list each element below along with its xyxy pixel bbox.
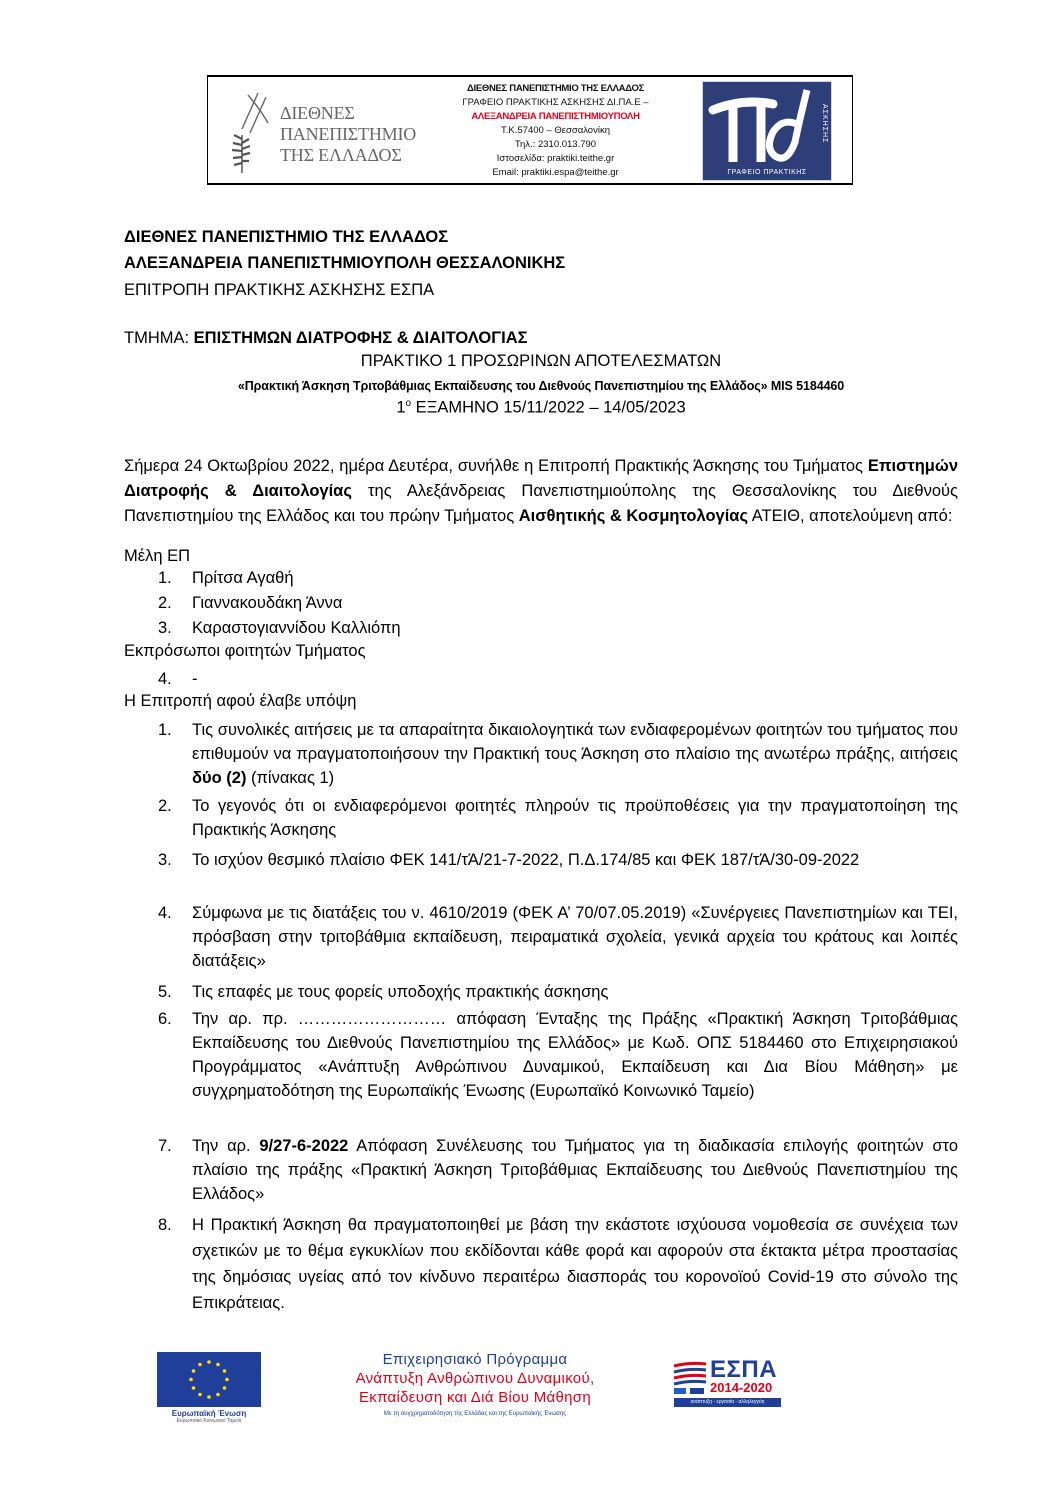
logo-bottom-text: ΓΡΑΦΕΙΟ ΠΡΑΚΤΙΚΗΣ (727, 169, 807, 176)
logo-line: ΔΙΕΘΝΕΣ (280, 103, 355, 123)
list-number: 3. (158, 851, 172, 869)
eu-caption-subtitle: Ευρωπαϊκό Κοινωνικό Ταμείο (176, 1418, 242, 1424)
consideration-text: Τις συνολικές αιτήσεις με τα απαραίτητα δικαιολογητικά των ενδιαφερομένων φοιτητών του τμήματος που επιθυμούν να πραγματοποιήσουν την Πρακτική τους Άσκηση στο πλαίσιο της ανωτέρω πράξης, αιτήσεις (192, 721, 958, 763)
contact-postal: Τ.Κ.57400 – Θεσσαλονίκη (501, 125, 610, 136)
operational-programme-logo (290, 1350, 660, 1417)
list-number: 2. (158, 594, 172, 612)
contact-email: Email: praktiki.espa@teithe.gr (492, 167, 619, 178)
contact-block (433, 82, 678, 180)
students-heading: Εκπρόσωποι φοιτητών Τμήματος (124, 642, 366, 660)
list-number: 8. (158, 1216, 172, 1234)
consideration-text: (πίνακας 1) (246, 769, 335, 787)
letterhead (207, 75, 853, 185)
logo-line: ΤΗΣ ΕΛΛΑΔΟΣ (280, 145, 402, 165)
program-title: «Πρακτική Άσκηση Τριτοβάθμιας Εκπαίδευσης του Διεθνούς Πανεπιστημίου της Ελλάδος» MIS 5184460 (237, 379, 845, 393)
campus-name: ΑΛΕΞΑΝΔΡΕΙΑ ΠΑΝΕΠΙΣΤΗΜΙΟΥΠΟΛΗ ΘΕΣΣΑΛΟΝΙΚΗΣ (124, 254, 566, 272)
espa-word: ΕΣΠΑ (710, 1356, 778, 1383)
intro-department: Επιστημών Διατροφής & Διαιτολογίας (124, 457, 958, 500)
member-name: Γιαννακουδάκη Άννα (192, 594, 343, 612)
department-label: ΤΜΗΜΑ: (124, 329, 194, 347)
member-name: Πρίτσα Αγαθή (192, 569, 294, 587)
student-item (158, 667, 958, 691)
consideration-text: Το γεγονός ότι οι ενδιαφερόμενοι φοιτητές πληρούν τις προϋποθέσεις για την πραγματοποίηση της Πρακτικής Άσκησης (192, 797, 958, 839)
intro-text: Σήμερα 24 Οκτωβρίου 2022, ημέρα Δευτέρα, συνήλθε η Επιτροπή Πρακτικής Άσκησης του Τμήματος (124, 457, 868, 475)
espa-years: 2014-2020 (710, 1380, 773, 1395)
document-title: ΠΡΑΚΤΙΚΟ 1 ΠΡΟΣΩΡΙΝΩΝ ΑΠΟΤΕΛΕΣΜΑΤΩΝ (360, 352, 722, 370)
eu-caption-title: Ευρωπαϊκή Ένωση (171, 1409, 247, 1418)
consideration-text: Την αρ. πρ. ……………………… απόφαση Ένταξης της Πράξης «Πρακτική Άσκηση Τριτοβάθμιας Εκπαίδευσης του Διεθνούς Πανεπιστημίου της Ελλάδος» με Κωδ. ΟΠΣ 5184460 στο Επιχειρησιακού Προγράμματος «Ανάπτυξη Ανθρώπινου Δυναμικού, Εκπαίδευση και Δια Βίου Μάθηση» με συγχρηματοδότηση της Ευρωπαϊκής Ένωσης (Ευρωπαϊκό Κοινωνικό Ταμείο) (192, 1010, 958, 1100)
consideration-text: Το ισχύον θεσμικό πλαίσιο ΦΕΚ 141/τΆ/21-7-2022, Π.Δ.174/85 και ΦΕΚ 187/τΆ/30-09-2022 (192, 851, 860, 869)
eu-stars-icon (157, 1352, 261, 1407)
eu-caption (152, 1409, 266, 1424)
decision-number: 9/27-6-2022 (259, 1137, 349, 1155)
student-name: - (192, 670, 198, 688)
contact-title: ΔΙΕΘΝΕΣ ΠΑΝΕΠΙΣΤΗΜΙΟ ΤΗΣ ΕΛΛΑΔΟΣ (466, 83, 645, 94)
op-name-line2: Εκπαίδευση και Διά Βίου Μάθηση (358, 1389, 591, 1406)
semester-number: 1 (396, 398, 406, 417)
espa-logo (672, 1356, 782, 1410)
list-number: 1. (158, 721, 172, 739)
applications-count: δύο (2) (192, 769, 247, 787)
list-number: 7. (158, 1137, 172, 1155)
institution-name: ΔΙΕΘΝΕΣ ΠΑΝΕΠΙΣΤΗΜΙΟ ΤΗΣ ΕΛΛΑΔΟΣ (124, 228, 449, 246)
intro-paragraph (124, 454, 958, 529)
eu-flag-logo (157, 1352, 261, 1407)
consideration-item (158, 980, 958, 1004)
consideration-item (158, 901, 958, 973)
logo-line: ΠΑΝΕΠΙΣΤΗΜΙΟ (280, 124, 417, 144)
list-number: 6. (158, 1010, 172, 1028)
member-item (158, 566, 958, 590)
consideration-text: Σύμφωνα με τις διατάξεις του ν. 4610/2019 (ΦΕΚ Α’ 70/07.05.2019) «Συνέργειες Πανεπιστημίων και ΤΕΙ, πρόσβαση στην τριτοβάθμια εκπαίδευση, πειραματικά σχολεία, γενικά αρχεία του κράτους και λοιπές διατάξεις» (192, 904, 958, 970)
semester-line (124, 398, 958, 418)
consideration-item (158, 1007, 958, 1103)
department-line (124, 329, 528, 348)
consideration-text: Την αρ. (192, 1137, 260, 1155)
member-name: Καραστογιαννίδου Καλλιόπη (192, 619, 401, 637)
intro-text: της Αλεξάνδρειας Πανεπιστημιούπολης της Θεσσαλονίκης του Διεθνούς Πανεπιστημίου της Ελλάδος και του πρώην Τμήματος (124, 482, 958, 525)
greek-flag-waves-icon (672, 1360, 708, 1396)
olive-branch-icon (228, 89, 274, 175)
contact-phone: Τηλ.: 2310.013.790 (514, 139, 597, 150)
considerations-heading: Η Επιτροπή αφού έλαβε υπόψη (124, 692, 357, 710)
list-number: 3. (158, 619, 172, 637)
espa-slogan: ανάπτυξη - εργασία - αλληλεγγύη (674, 1398, 781, 1407)
list-number: 2. (158, 797, 172, 815)
semester-superscript: ο (405, 398, 412, 409)
consideration-item (158, 1134, 958, 1206)
op-title: Επιχειρησιακό Πρόγραμμα (382, 1351, 568, 1368)
member-item (158, 591, 958, 615)
contact-campus: ΑΛΕΞΑΝΔΡΕΙΑ ΠΑΝΕΠΙΣΤΗΜΙΟΥΠΟΛΗ (471, 111, 640, 122)
semester-dates: ΕΞΑΜΗΝΟ 15/11/2022 – 14/05/2023 (411, 398, 686, 417)
op-name-line1: Ανάπτυξη Ανθρώπινου Δυναμικού, (355, 1370, 595, 1387)
contact-office: ΓΡΑΦΕΙΟ ΠΡΑΚΤΙΚΗΣ ΑΣΚΗΣΗΣ ΔΙ.ΠΑ.Ε – (462, 97, 649, 108)
op-cofinancing: Με τη συγχρηματοδότηση της Ελλάδας και της Ευρωπαϊκής Ένωσης (383, 1411, 567, 1417)
consideration-text: Η Πρακτική Άσκηση θα πραγματοποιηθεί με βάση την εκάστοτε ισχύουσα νομοθεσία σε συνέχεια των σχετικών με το θέμα εγκυκλίων που εκδίδονται κάθε φορά και αφορούν στα έκτακτα μέτρα προστασίας της δημόσιας υγείας από τον κίνδυνο περαιτέρω διασποράς του κορονοϊού Covid-19 στο σύνολο της Επικράτειας. (192, 1216, 958, 1312)
logo-side-text: ΑΣΚΗΣΗΣ (821, 104, 828, 144)
consideration-text: Τις επαφές με τους φορείς υποδοχής πρακτικής άσκησης (192, 983, 609, 1001)
consideration-item (158, 718, 958, 790)
intro-text: ΑΤΕΙΘ, αποτελούμενη από: (748, 507, 953, 525)
list-number: 5. (158, 983, 172, 1001)
department-name: ΕΠΙΣΤΗΜΩΝ ΔΙΑΤΡΟΦΗΣ & ΔΙΑΙΤΟΛΟΓΙΑΣ (193, 329, 528, 347)
committee-name: ΕΠΙΤΡΟΠΗ ΠΡΑΚΤΙΚΗΣ ΑΣΚΗΣΗΣ ΕΣΠΑ (124, 281, 435, 299)
intro-former-department: Αισθητικής & Κοσμητολογίας (518, 507, 749, 525)
consideration-text: Απόφαση Συνέλευσης του Τμήματος για τη διαδικασία επιλογής φοιτητών στο πλαίσιο της πράξης «Πρακτική Άσκηση Τριτοβάθμιας Εκπαίδευσης του Διεθνούς Πανεπιστημίου της Ελλάδος» (192, 1137, 959, 1203)
list-number: 4. (158, 670, 172, 688)
members-heading: Μέλη ΕΠ (124, 547, 191, 565)
contact-website: Ιστοσελίδα: praktiki.teithe.gr (496, 153, 615, 164)
university-logo (228, 85, 418, 177)
list-number: 1. (158, 569, 172, 587)
list-number: 4. (158, 904, 172, 922)
consideration-item (158, 848, 958, 872)
internship-office-logo (702, 81, 832, 181)
consideration-item (158, 794, 958, 842)
member-item (158, 616, 958, 640)
pi-alpha-monogram-icon (703, 82, 833, 182)
consideration-item (158, 1212, 958, 1316)
